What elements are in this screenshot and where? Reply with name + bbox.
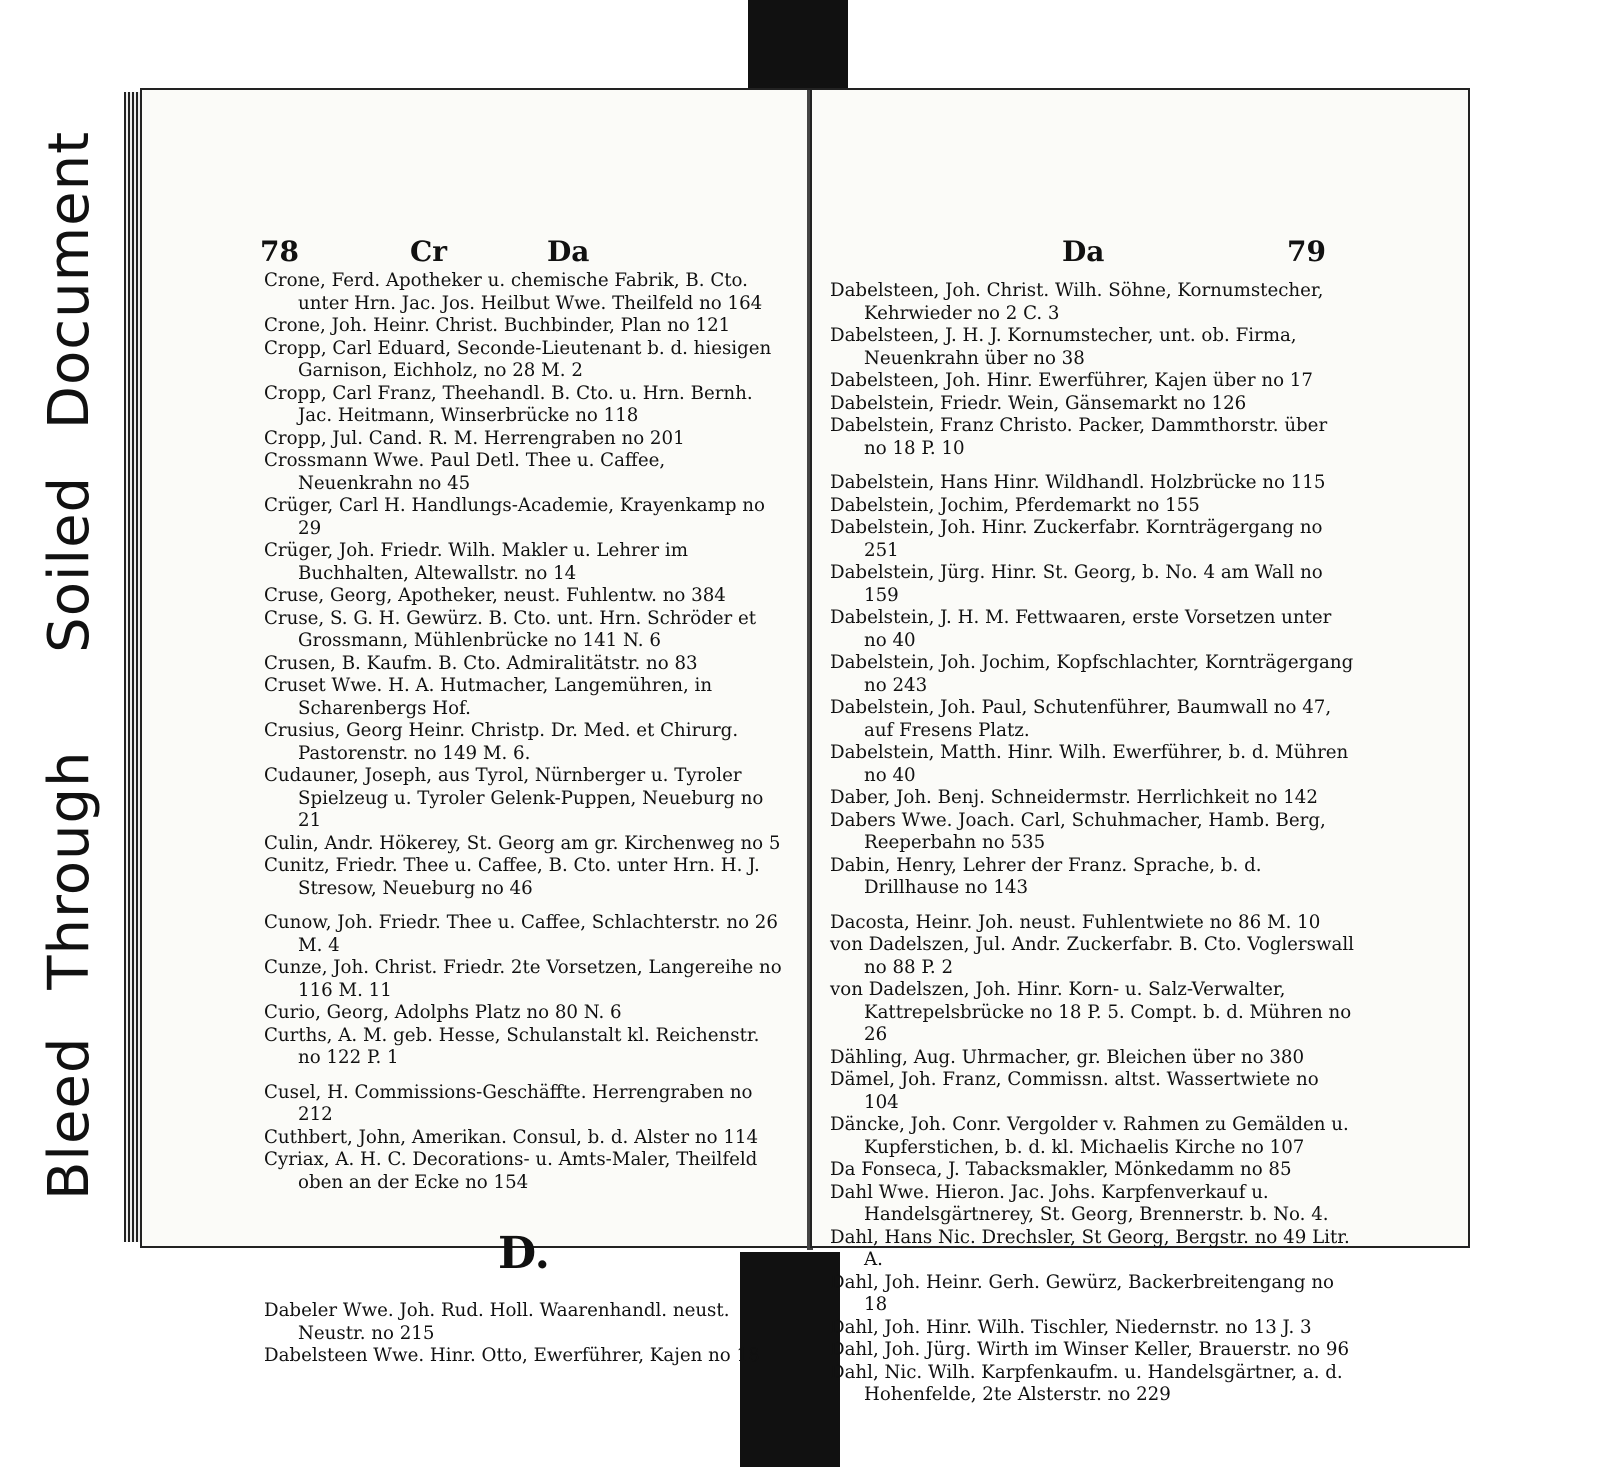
side-label-word: Document [37,130,102,430]
directory-entry: Dabelstein, Matth. Hinr. Wilh. Ewerführer, b. d. Mühren no 40 [830,742,1349,786]
directory-entry: Curio, Georg, Adolphs Platz no 80 N. 6 [264,1002,622,1023]
directory-entry: Dabelstein, Hans Hinr. Wildhandl. Holzbrücke no 115 [830,472,1326,493]
directory-entry: Cunze, Joh. Christ. Friedr. 2te Vorsetzen, Langereihe no 116 M. 11 [264,957,782,1001]
page-number: 78 [260,235,299,268]
running-head-right: Da [547,235,590,268]
directory-entry: Dahl, Joh. Heinr. Gerh. Gewürz, Backerbreitengang no 18 [830,1271,1334,1315]
directory-entry: Cropp, Carl Eduard, Seconde-Lieutenant b. d. hiesigen Garnison, Eichholz, no 28 M. 2 [264,337,772,381]
directory-entry: Dabelsteen, J. H. J. Kornumstecher, unt. ob. Firma, Neuenkrahn über no 38 [830,325,1297,369]
side-label-word: Soiled [37,475,102,653]
directory-entry: Crone, Ferd. Apotheker u. chemische Fabrik, B. Cto. unter Hrn. Jac. Jos. Heilbut Wwe. Theilfeld no 164 [264,270,763,314]
right-page [810,88,1470,1405]
directory-entry: Cyriax, A. H. C. Decorations- u. Amts-Maler, Theilfeld oben an der Ecke no 154 [264,1149,758,1193]
directory-entry: Dabelstein, Franz Christo. Packer, Dammthorstr. über no 18 P. 10 [830,415,1328,459]
directory-entry: Dabelsteen, Joh. Hinr. Ewerführer, Kajen über no 17 [830,370,1313,391]
section-letter: D. [498,1228,550,1279]
directory-entry: Dämel, Joh. Franz, Commissn. altst. Wassertwiete no 104 [830,1069,1319,1113]
directory-entry: Culin, Andr. Hökerey, St. Georg am gr. Kirchenweg no 5 [264,832,781,854]
directory-entry: Cruse, S. G. H. Gewürz. B. Cto. unt. Hrn. Schröder et Grossmann, Mühlenbrücke no 141 N. 6 [264,607,757,651]
directory-entry: Daber, Joh. Benj. Schneidermstr. Herrlichkeit no 142 [830,787,1318,808]
directory-entry: Dabelstein, J. H. M. Fettwaaren, erste Vorsetzen unter no 40 [830,607,1332,651]
side-label-word: Through [37,750,102,990]
directory-entry: Dacosta, Heinr. Joh. neust. Fuhlentwiete no 86 M. 10 [830,911,1321,933]
directory-entry: Dabelstein, Jochim, Pferdemarkt no 155 [830,494,1200,516]
directory-entry: Dabelstein, Jürg. Hinr. St. Georg, b. No. 4 am Wall no 159 [830,562,1323,606]
directory-entry: Crusius, Georg Heinr. Christp. Dr. Med. et Chirurg. Pastorenstr. no 149 M. 6. [264,720,739,764]
directory-entry: Dabeler Wwe. Joh. Rud. Holl. Waarenhandl. neust. Neustr. no 215 [264,1300,730,1344]
directory-entry: Crusen, B. Kaufm. B. Cto. Admiralitätstr. no 83 [264,652,698,674]
page-number: 79 [1287,235,1326,268]
binding-clip-top [748,0,848,92]
directory-entry: Cuthbert, John, Amerikan. Consul, b. d. Alster no 114 [264,1126,759,1148]
directory-entry: Cunitz, Friedr. Thee u. Caffee, B. Cto. unter Hrn. H. J. Stresow, Neueburg no 46 [264,855,760,899]
directory-entry: Cropp, Jul. Cand. R. M. Herrengraben no 201 [264,427,685,449]
directory-entry: Cudauner, Joseph, aus Tyrol, Nürnberger u. Tyroler Spielzeug u. Tyroler Gelenk-Puppen, Neueburg no 21 [264,765,764,831]
directory-entry: Cruse, Georg, Apotheker, neust. Fuhlentw. no 384 [264,585,726,606]
directory-entry: Dahl, Joh. Hinr. Wilh. Tischler, Niedernstr. no 13 J. 3 [830,1316,1312,1338]
right-entries [830,280,1355,1407]
directory-entry: Dabelstein, Friedr. Wein, Gänsemarkt no 126 [830,392,1247,414]
directory-entry: Dabelsteen Wwe. Hinr. Otto, Ewerführer, Kajen no 18 [264,1345,760,1366]
directory-entry: Dahl, Joh. Jürg. Wirth im Winser Keller, Brauerstr. no 96 [830,1339,1350,1360]
directory-entry: von Dadelszen, Jul. Andr. Zuckerfabr. B. Cto. Voglerswall no 88 P. 2 [830,934,1354,978]
directory-entry: Dabelstein, Joh. Paul, Schutenführer, Baumwall no 47, auf Fresens Platz. [830,697,1332,741]
directory-entry: Dabers Wwe. Joach. Carl, Schuhmacher, Hamb. Berg, Reeperbahn no 535 [830,809,1326,853]
directory-entry: Cusel, H. Commissions-Geschäffte. Herrengraben no 212 [264,1081,753,1125]
left-page [140,88,810,1366]
directory-entry: Cunow, Joh. Friedr. Thee u. Caffee, Schlachterstr. no 26 M. 4 [264,912,778,956]
directory-entry: Da Fonseca, J. Tabacksmakler, Mönkedamm no 85 [830,1159,1292,1180]
directory-entry: Dabelstein, Joh. Jochim, Kopfschlachter, Kornträgergang no 243 [830,652,1354,696]
directory-entry: Dähling, Aug. Uhrmacher, gr. Bleichen über no 380 [830,1046,1305,1068]
side-label-word: Bleed [37,1036,102,1200]
directory-entry: von Dadelszen, Joh. Hinr. Korn- u. Salz-Verwalter, Kattrepelsbrücke no 18 P. 5. Compt. b. d. Mühren no 26 [830,979,1352,1045]
directory-entry: Curths, A. M. geb. Hesse, Schulanstalt kl. Reichenstr. no 122 P. 1 [264,1024,760,1068]
directory-entry: Däncke, Joh. Conr. Vergolder v. Rahmen zu Gemälden u. Kupferstichen, b. d. kl. Michaelis Kirche no 107 [830,1114,1349,1158]
side-label [30,120,110,1200]
directory-entry: Dabelstein, Joh. Hinr. Zuckerfabr. Kornträgergang no 251 [830,517,1323,561]
directory-entry: Dahl, Hans Nic. Drechsler, St Georg, Bergstr. no 49 Litr. A. [830,1226,1350,1270]
directory-entry: Dahl, Nic. Wilh. Karpfenkaufm. u. Handelsgärtner, a. d. Hohenfelde, 2te Alsterstr. no 229 [830,1361,1343,1405]
directory-entry: Dahl Wwe. Hieron. Jac. Johs. Karpfenverkauf u. Handelsgärtnerey, St. Georg, Brennerstr. b. No. 4. [830,1181,1329,1225]
running-head-left: Cr [410,235,448,268]
directory-entry: Dabin, Henry, Lehrer der Franz. Sprache, b. d. Drillhause no 143 [830,854,1262,898]
left-entries [264,270,784,1368]
directory-entry: Cropp, Carl Franz, Theehandl. B. Cto. u. Hrn. Bernh. Jac. Heitmann, Winserbrücke no 118 [264,382,753,426]
running-head-center: Da [1062,235,1105,268]
directory-entry: Crüger, Joh. Friedr. Wilh. Makler u. Lehrer im Buchhalten, Altewallstr. no 14 [264,540,688,584]
directory-entry: Cruset Wwe. H. A. Hutmacher, Langemühren, in Scharenbergs Hof. [264,675,713,719]
directory-entry: Dabelsteen, Joh. Christ. Wilh. Söhne, Kornumstecher, Kehrwieder no 2 C. 3 [830,280,1324,324]
directory-entry: Crossmann Wwe. Paul Detl. Thee u. Caffee, Neuenkrahn no 45 [264,450,666,494]
side-label-box [30,100,110,1230]
directory-entry: Crüger, Carl H. Handlungs-Academie, Krayenkamp no 29 [264,495,765,539]
directory-entry: Crone, Joh. Heinr. Christ. Buchbinder, Plan no 121 [264,315,731,336]
